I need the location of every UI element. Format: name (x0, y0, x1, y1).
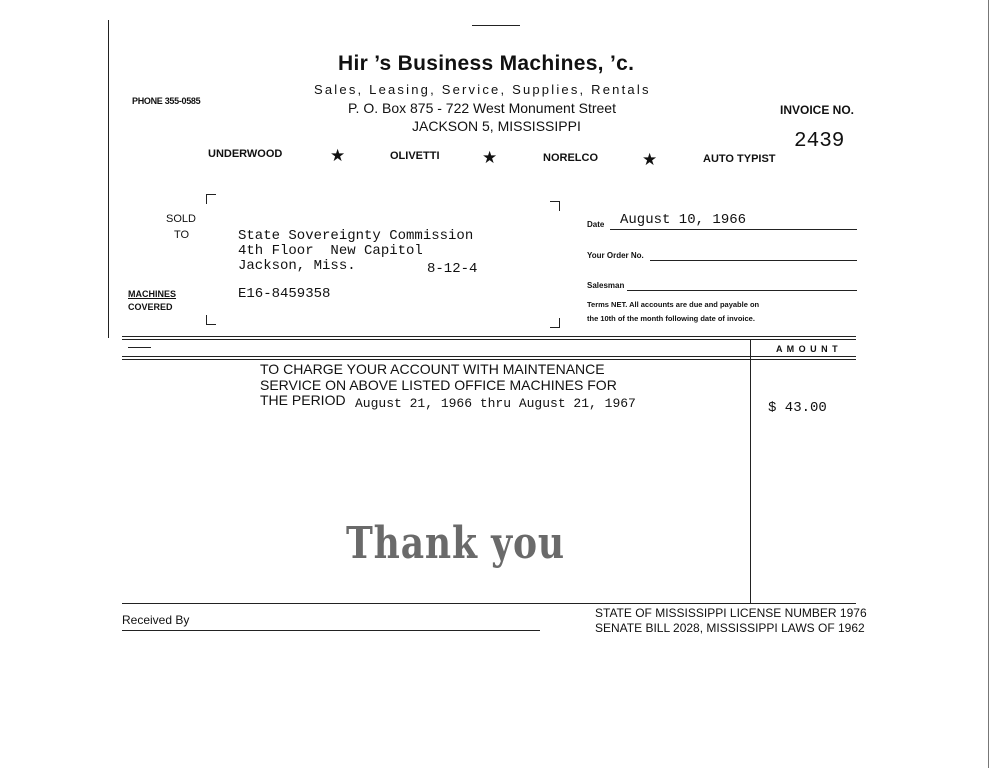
date-line (610, 229, 857, 230)
thank-you-stamp: Thank you (346, 518, 565, 569)
short-left-rule (128, 347, 151, 348)
table-bottom-rule (122, 603, 856, 604)
your-order-line (650, 260, 857, 261)
bracket-top-left (206, 194, 216, 204)
customer-address-line: 4th Floor New Capitol (238, 243, 423, 259)
address-line-1: P. O. Box 875 - 722 West Monument Street (348, 100, 616, 116)
company-tagline: Sales, Leasing, Service, Supplies, Rentals (314, 82, 651, 97)
description-line-1: TO CHARGE YOUR ACCOUNT WITH MAINTENANCE (260, 361, 605, 377)
license-line-2: SENATE BILL 2028, MISSISSIPPI LAWS OF 1962 (595, 621, 865, 635)
left-margin-line (108, 20, 109, 338)
bracket-top-right (550, 201, 560, 211)
bracket-bottom-left (206, 315, 216, 325)
address-line-2: JACKSON 5, MISSISSIPPI (412, 118, 581, 134)
received-by-line (122, 630, 540, 631)
date-label: Date (587, 220, 605, 229)
bracket-bottom-right (550, 318, 560, 328)
header-bottom-rule (122, 356, 856, 357)
invoice-label: INVOICE NO. (780, 103, 855, 117)
machines-label: MACHINES (128, 289, 177, 299)
company-name: Hir ’s Business Machines, ’c. (338, 52, 635, 75)
your-order-label: Your Order No. (587, 251, 644, 260)
sold-label: SOLD (166, 213, 196, 225)
invoice-number: 2439 (794, 130, 845, 153)
date-value: August 10, 1966 (620, 212, 747, 228)
salesman-label: Salesman (587, 281, 625, 290)
received-by-label: Received By (122, 613, 190, 627)
brand-auto-typist: AUTO TYPIST (703, 153, 776, 165)
star-icon: ★ (330, 146, 346, 165)
phone-number: PHONE 355-0585 (132, 96, 201, 106)
amount-column-divider (750, 339, 751, 604)
salesman-line (627, 290, 857, 291)
header-bottom-rule-2 (122, 359, 856, 360)
license-line-1: STATE OF MISSISSIPPI LICENSE NUMBER 1976 (595, 606, 867, 620)
machine-serial: E16-8459358 (238, 286, 331, 302)
star-icon: ★ (642, 150, 658, 169)
customer-name: State Sovereignty Commission (238, 228, 474, 244)
service-period: August 21, 1966 thru August 21, 1967 (355, 396, 636, 411)
amount-header: A M O U N T (776, 344, 839, 354)
description-line-3: THE PERIOD (260, 392, 346, 408)
terms-line-1: Terms NET. All accounts are due and payable on (587, 300, 760, 309)
brand-norelco: NORELCO (543, 152, 598, 164)
customer-city: Jackson, Miss. (238, 258, 356, 274)
covered-label: COVERED (128, 302, 173, 312)
brand-underwood: UNDERWOOD (208, 148, 283, 160)
to-label: TO (174, 229, 190, 241)
amount-value: $ 43.00 (768, 400, 827, 416)
customer-code: 8-12-4 (427, 261, 478, 277)
description-line-2: SERVICE ON ABOVE LISTED OFFICE MACHINES FOR (260, 377, 617, 393)
table-top-rule (122, 336, 856, 337)
terms-line-2: the 10th of the month following date of invoice. (587, 314, 755, 323)
star-icon: ★ (482, 148, 498, 167)
right-edge-line (988, 0, 989, 768)
brand-olivetti: OLIVETTI (390, 150, 440, 162)
table-top-rule-2 (122, 339, 856, 340)
top-short-line (472, 25, 520, 26)
